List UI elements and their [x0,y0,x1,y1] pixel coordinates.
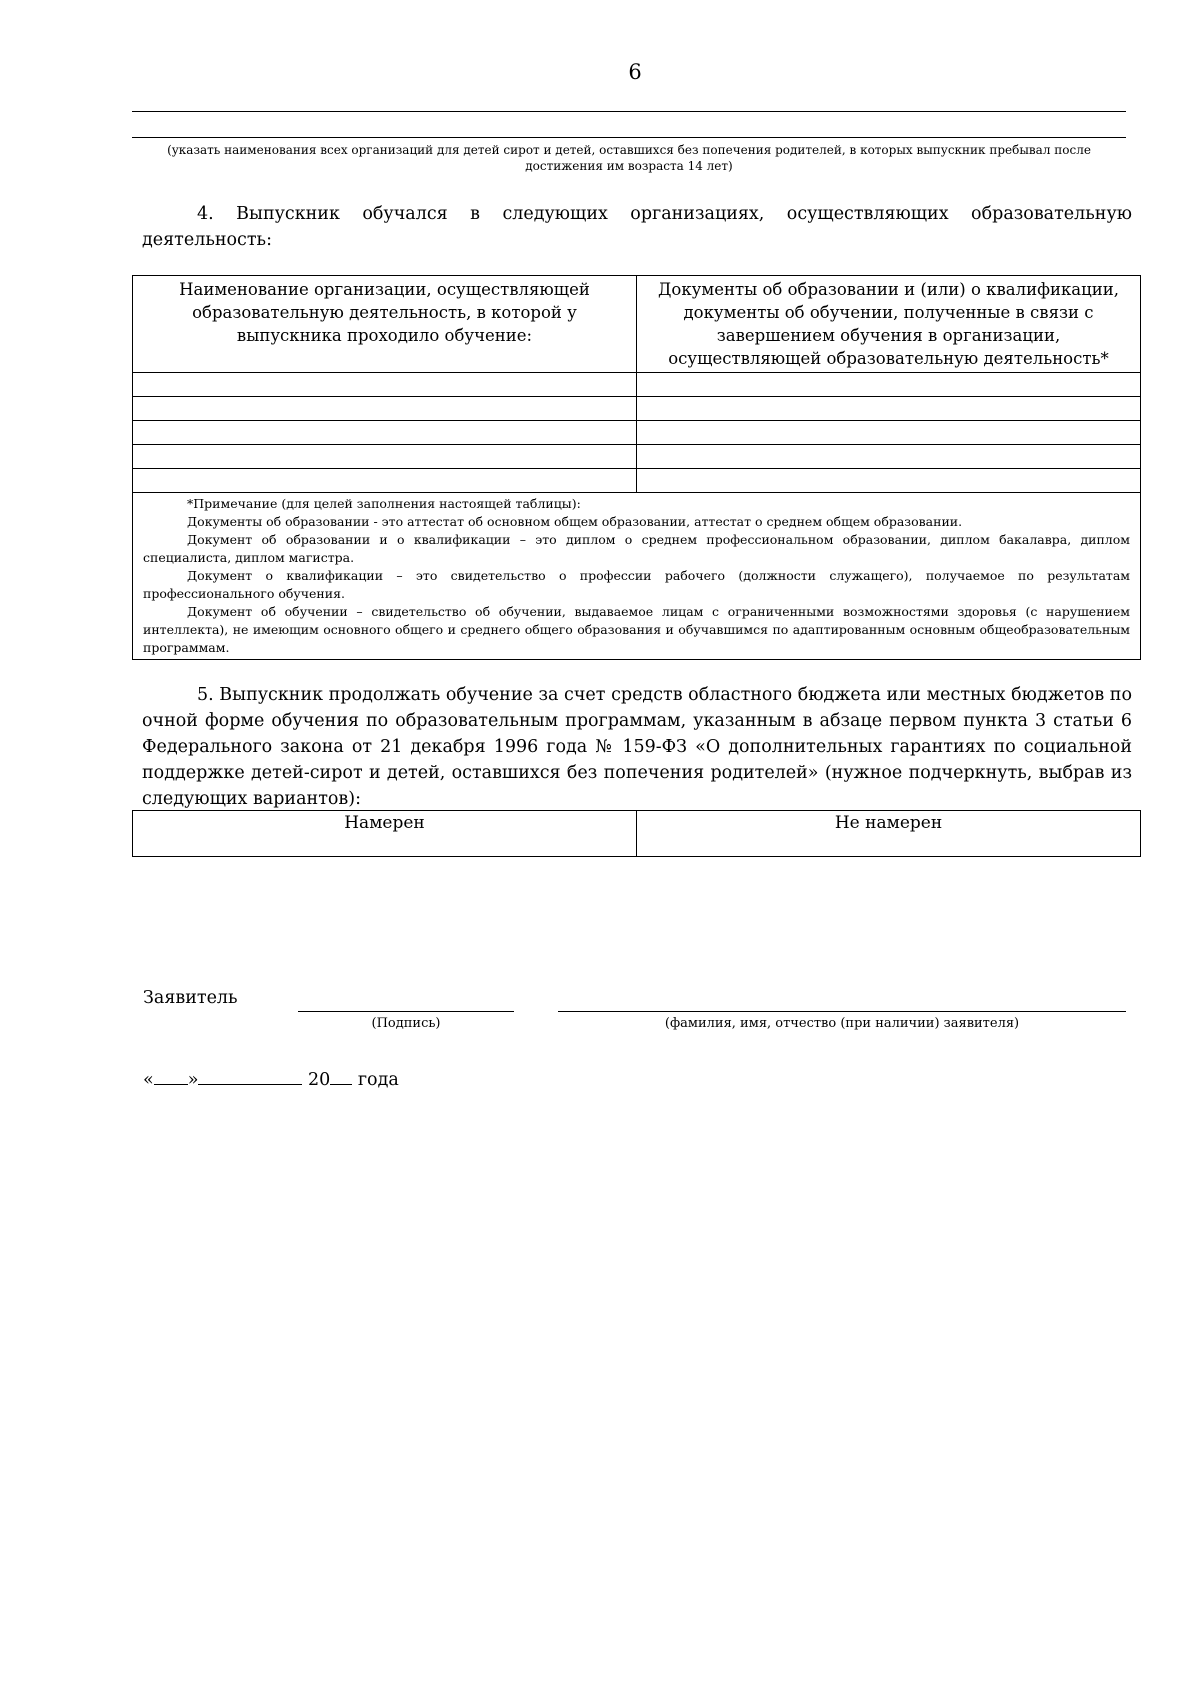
option-intend[interactable]: Намерен [133,811,637,857]
header-organization-name: Наименование организации, осуществляющей образовательную деятельность, в которой у выпускника проходило обучение: [133,276,637,373]
date-open-quote: « [143,1070,154,1090]
note-education-qualification: Документ об образовании и о квалификации – это диплом о среднем профессиональном образовании, диплом бакалавра, диплом специалиста, диплом магистра. [143,532,1130,565]
date-century: 20 [308,1070,331,1090]
header-documents: Документы об образовании и (или) о квалификации, документы об обучении, полученные в связи с завершением обучения в организации, осуществляющей образовательную деятельность* [637,276,1141,373]
date-year-blank[interactable] [330,1064,352,1085]
date-month-blank[interactable] [198,1064,302,1085]
table-note [133,493,1141,660]
documents-cell[interactable] [637,469,1141,493]
intention-choice-table [132,810,1141,857]
table-row [133,445,1141,469]
organization-cell[interactable] [133,469,637,493]
date-suffix: года [357,1070,399,1090]
section-5-text: 5. Выпускник продолжать обучение за счет средств областного бюджета или местных бюджетов по очной форме обучения по образовательным программам, указанным в абзаце первом пункта 3 статьи 6 Федерального закона от 21 декабря 1996 года № 159-ФЗ «О дополнительных гарантиях по социальной поддержке детей-сирот и детей, оставшихся без попечения родителей» (нужное подчеркнуть, выбрав из следующих вариантов): [142,685,1132,809]
table-row [133,469,1141,493]
date-close-quote: » [187,1070,199,1090]
applicant-name-caption: (фамилия, имя, отчество (при наличии) заявителя) [664,1016,1020,1031]
organization-cell[interactable] [133,373,637,397]
date-line [143,1064,399,1090]
signature-caption: (Подпись) [371,1016,441,1031]
applicant-name-line[interactable] [558,1011,1126,1012]
applicant-label: Заявитель [143,988,238,1008]
page-number: 6 [628,60,642,84]
organization-cell[interactable] [133,445,637,469]
table-row [133,421,1141,445]
note-title: *Примечание (для целей заполнения настоящей таблицы): [187,496,581,511]
table-row [133,373,1141,397]
documents-cell[interactable] [637,397,1141,421]
documents-cell[interactable] [637,421,1141,445]
orphanage-fill-line-2[interactable] [132,137,1126,138]
education-organizations-table [132,275,1141,660]
orphanage-caption: (указать наименования всех организаций для детей сирот и детей, оставшихся без попечения родителей, в которых выпускник пребывал после достижения им возраста 14 лет) [167,143,1091,173]
table-header-row [133,276,1141,373]
orphanage-fill-line[interactable] [132,111,1126,112]
note-education-documents: Документы об образовании - это аттестат об основном общем образовании, аттестат о среднем общем образовании. [187,514,963,529]
documents-cell[interactable] [637,373,1141,397]
note-training: Документ об обучении – свидетельство об обучении, выдаваемое лицам с ограниченными возможностями здоровья (с нарушением интеллекта), не имеющим основного общего и среднего общего образования и обучавшимся по адаптированным основным общеобразовательным программам. [143,604,1130,655]
organization-cell[interactable] [133,421,637,445]
organization-cell[interactable] [133,397,637,421]
note-qualification: Документ о квалификации – это свидетельство о профессии рабочего (должности служащего), получаемое по результатам профессионального обучения. [143,568,1130,601]
signature-line[interactable] [298,1011,514,1012]
choice-row [133,811,1141,857]
table-note-row [133,493,1141,660]
date-day-blank[interactable] [154,1064,188,1085]
documents-cell[interactable] [637,445,1141,469]
option-not-intend[interactable]: Не намерен [637,811,1141,857]
table-row [133,397,1141,421]
section-4-text: 4. Выпускник обучался в следующих организациях, осуществляющих образовательную деятельность: [142,204,1132,250]
